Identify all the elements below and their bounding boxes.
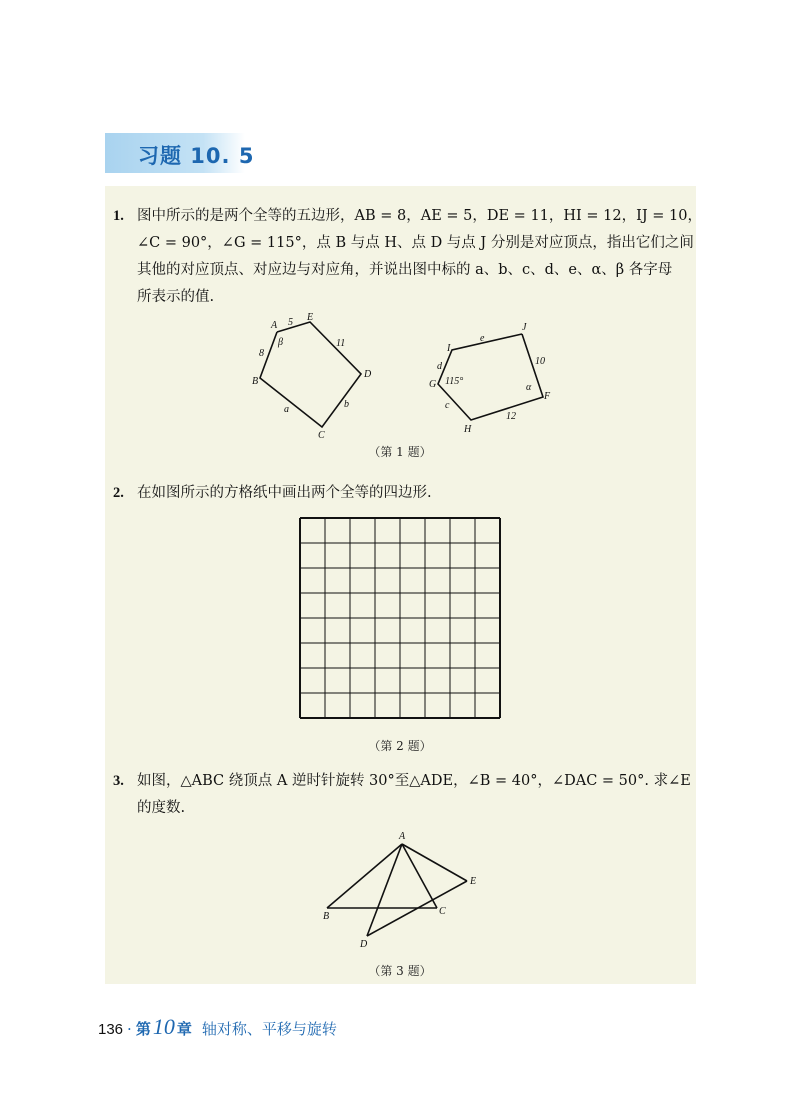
label-B: B [252, 376, 259, 387]
label-D: D [360, 939, 368, 950]
segment-AB [327, 844, 402, 908]
label-F: F [544, 391, 551, 402]
chapter-prefix: 第 [135, 1020, 151, 1038]
exercise-number: 2. [113, 485, 124, 501]
chapter-suffix: 章 [176, 1020, 192, 1038]
label-alpha: α [526, 382, 532, 393]
label-G: G [429, 379, 437, 390]
exercise-number: 1. [113, 208, 124, 224]
label-D: D [364, 369, 372, 380]
label-E: E [307, 312, 314, 323]
page-footer [98, 1014, 337, 1040]
label-d: d [437, 361, 442, 372]
caption-1: （第 1 题） [368, 445, 432, 459]
label-B: B [323, 911, 330, 922]
text-line: ∠C = 90°，∠G = 115°，点 B 与点 H、点 D 与点 J 分别是对应顶点，指出它们之间 [137, 235, 694, 251]
label-C: C [318, 430, 325, 440]
label-c: c [445, 400, 450, 411]
label-I: I [447, 343, 451, 354]
text-line: 如图，△ABC 绕顶点 A 逆时针旋转 30°至△ADE，∠B = 40°，∠DAC = 50°. 求∠E [137, 773, 691, 789]
label-side-12: 12 [506, 411, 516, 422]
label-side-10: 10 [535, 356, 545, 367]
label-angle-115: 115° [445, 376, 464, 387]
label-beta: β [278, 337, 283, 348]
label-C: C [439, 906, 446, 917]
label-e: e [480, 333, 485, 344]
text-line: 所表示的值. [137, 289, 215, 305]
label-A: A [271, 320, 278, 331]
figure-3-rotation [315, 826, 490, 950]
figure-1-pentagons [240, 312, 570, 440]
label-a: a [284, 404, 289, 415]
square-grid [298, 516, 502, 720]
caption-3: （第 3 题） [368, 964, 432, 978]
footer-separator: · [127, 1020, 132, 1038]
label-b: b [344, 399, 349, 410]
exercise-text [137, 768, 691, 822]
text-line: 在如图所示的方格纸中画出两个全等的四边形. [137, 485, 432, 501]
text-line: 的度数. [137, 800, 186, 816]
exercise-number: 3. [113, 773, 124, 789]
label-E: E [470, 876, 477, 887]
caption-2: （第 2 题） [368, 739, 432, 753]
chapter-number: 10 [152, 1014, 175, 1039]
exercise-text [137, 203, 702, 311]
page-number: 136 [98, 1021, 124, 1038]
label-H: H [464, 424, 472, 435]
chapter-title: 轴对称、平移与旋转 [201, 1020, 337, 1038]
text-line: 图中所示的是两个全等的五边形，AB = 8，AE = 5，DE = 11，HI = 12，IJ = 10， [137, 208, 702, 224]
exercise-text [137, 480, 432, 507]
label-A: A [399, 831, 406, 842]
label-side-8: 8 [259, 348, 264, 359]
pentagon-left [260, 322, 361, 427]
label-J: J [522, 322, 527, 333]
label-side-11: 11 [336, 338, 346, 349]
label-side-5: 5 [288, 317, 293, 328]
text-line: 其他的对应顶点、对应边与对应角，并说出图中标的 a、b、c、d、e、α、β 各字母 [137, 262, 673, 278]
section-title: 习题 10. 5 [138, 144, 255, 168]
segment-AD [367, 844, 402, 936]
